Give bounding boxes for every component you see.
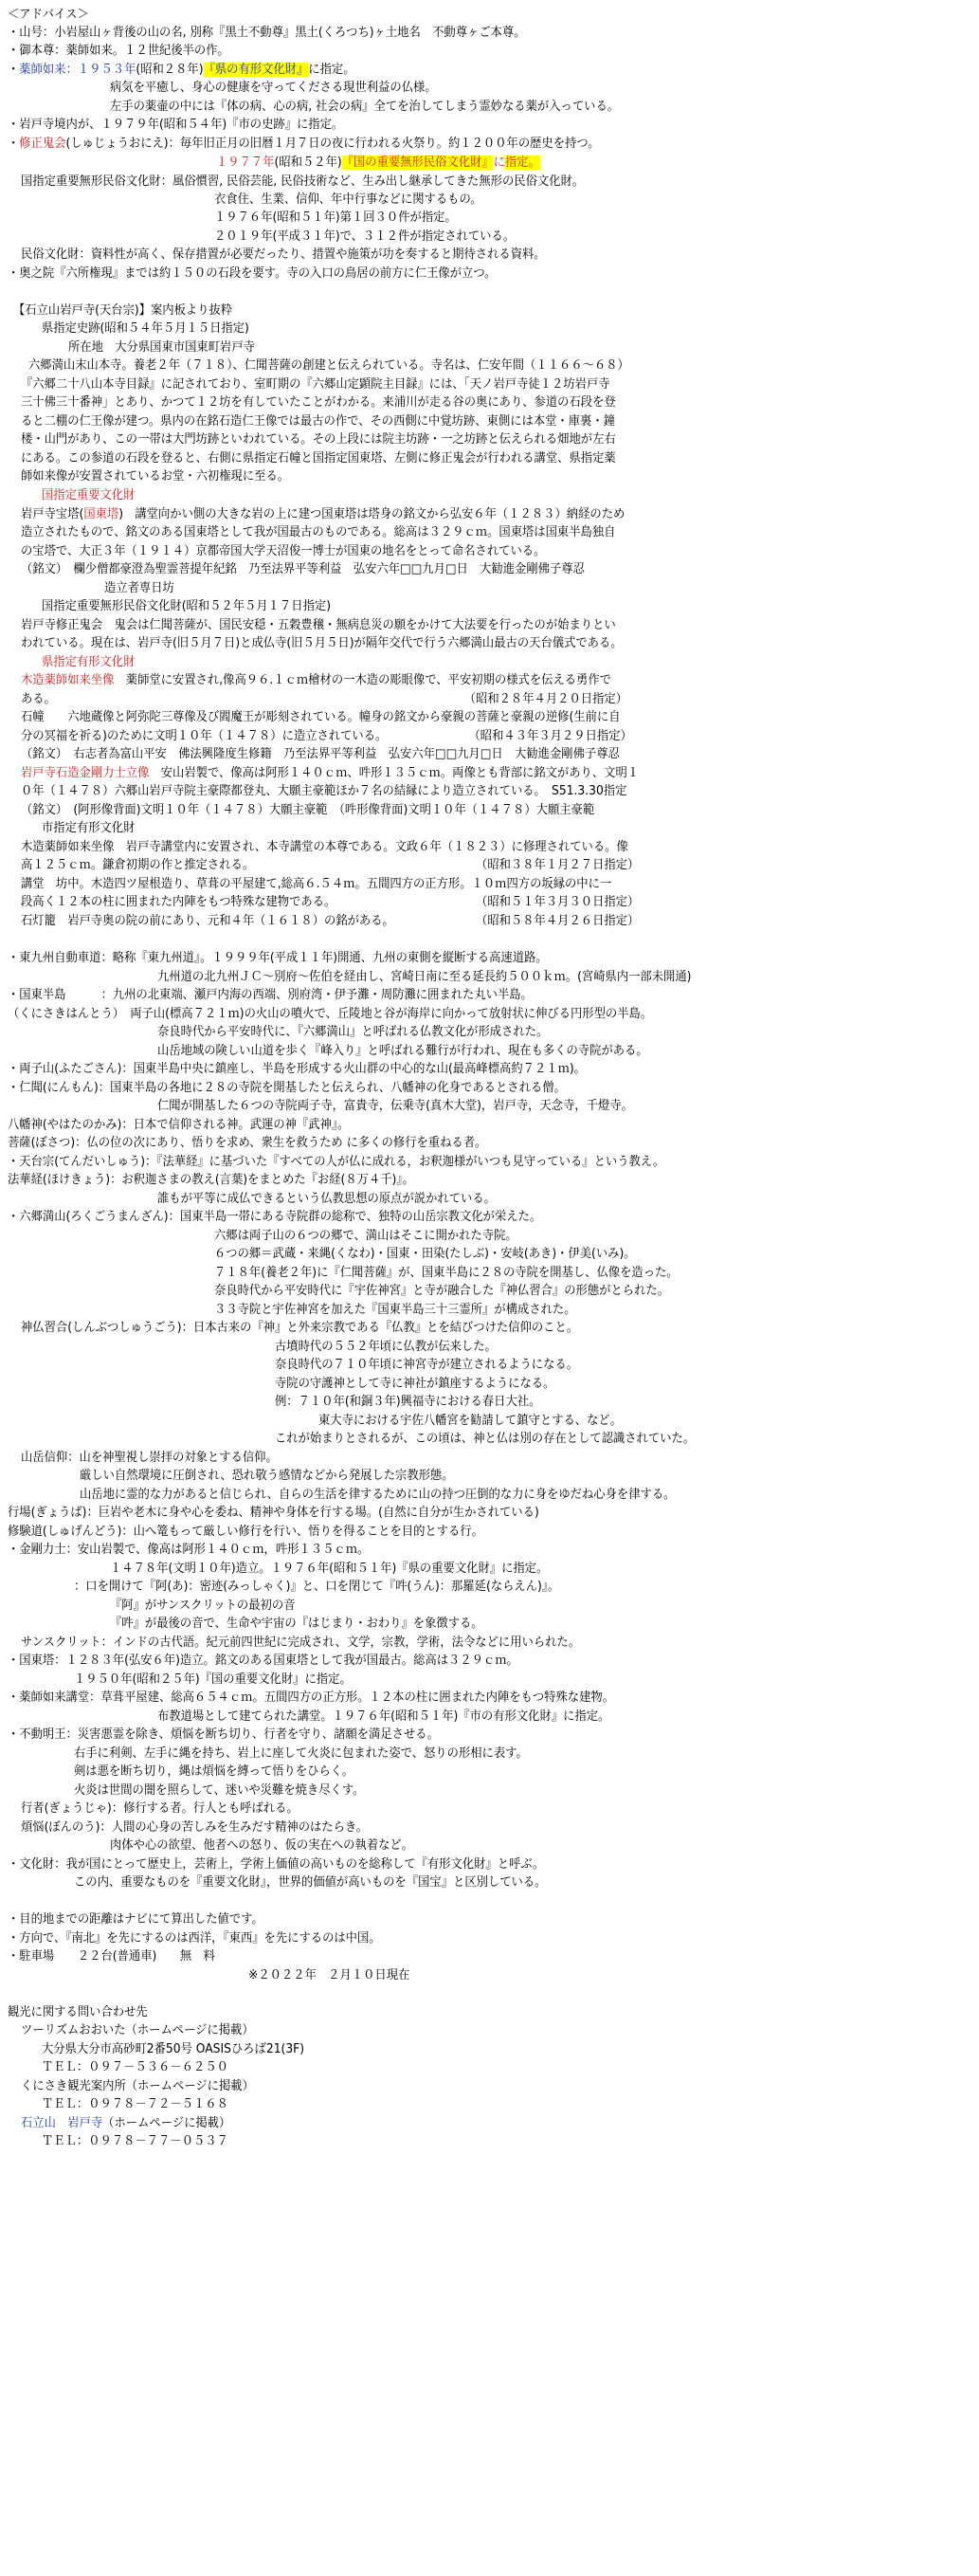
line-segment: に: [493, 155, 506, 170]
document-line: 石灯籠 岩戸寺奥の院の前にあり、元和４年（１６１８）の銘がある。 （昭和５８年４月２６日指定）: [21, 914, 640, 928]
line-segment: 石立山 岩戸寺: [21, 2116, 103, 2130]
document-line: ＴＥＬ：０９７８－７２－５１６８: [42, 2097, 228, 2111]
document-line: 法華経(ほけきょう)：お釈迦さまの教え(言葉)をまとめた『お経(８万４千)』。: [8, 1173, 414, 1187]
document-line: 奈良時代から平安時代に『宇佐神宮』と寺が融合した『神仏習合』の形態がとられた。: [214, 1284, 670, 1298]
document-line: 寺院の守護神として寺に神社が鎮座するようになる。: [275, 1377, 555, 1391]
document-line: １９７６年(昭和５１年)第１回３０件が指定。: [214, 210, 457, 225]
line-segment: 指定。: [505, 155, 540, 170]
document-line: 火炎は世間の闇を照らして、迷いや災難を焼き尽くす。: [74, 1783, 365, 1798]
document-line: 剣は悪を断ち切り，縄は煩悩を縛って悟りをひらく。: [74, 1764, 354, 1779]
document-line: 山岳地に霊的な力があると信じられ、自らの生活を律するために山の持つ圧倒的な力に身をゆだね心身を律する。: [80, 1488, 676, 1502]
document-line: ０年（１４７８）六郷山岩戸寺院主豪際都登丸、大願主豪範ほか７名の結縁により造立されている。 S51.3.30指定: [21, 784, 627, 798]
document-line: ２０１９年(平成３１年)で、３１２件が指定されている。: [214, 229, 516, 244]
document-line: われている。現在は、岩戸寺(旧５月７日)と成仏寺(旧５月５日)が隔年交代で行う六郷満山最古の天台儀式である。: [21, 636, 623, 650]
document-line: ・仁聞(にんもん)：国東半島の各地に２８の寺院を開基したと伝えられ、八幡神の化身であるとされる僧。: [8, 1081, 566, 1095]
document-line: 左手の薬壷の中には『体の病、心の病, 社会の病』全てを治してしまう霊妙なる薬が入っている。: [110, 100, 620, 114]
line-segment: 『県の有形文化財』: [203, 63, 309, 77]
document-line: ツーリズムおおいた（ホームページに掲載）: [21, 2023, 254, 2037]
document-line: 病気を平癒し、身心の健康を守ってくださる現世利益の仏様。: [110, 81, 437, 95]
document-line: 【石立山岩戸寺(天台宗)】案内板より抜粋: [13, 303, 233, 318]
document-line: （銘文） 欄少僧都豪澄為聖霊菩提年紀銘 乃至法界平等利益 弘安六年□□九月□日 大勧進金剛佛子尊忍: [21, 562, 585, 576]
document-line: 行者(ぎょうじゃ)：修行する者。行人とも呼ばれる。: [21, 1801, 299, 1816]
document-line: 高１２５ｃｍ。鎌倉初期の作と推定される。 （昭和３８年１月２７日指定）: [21, 858, 640, 872]
document-line: ・文化財：我が国にとって歴史上，芸術上，学術上価値の高いものを総称して『有形文化財』と呼ぶ。: [8, 1857, 545, 1872]
document-line: ３３寺院と宇佐神宮を加えた『国東半島三十三霊所』が構成された。: [214, 1303, 576, 1317]
document-line: [42, 653, 135, 671]
line-segment: 薬師堂に安置され,像高９６.１ｃｍ檜材の一木造の彫眼像で、平安初期の様式を伝える勇作で: [114, 673, 611, 687]
document-line: ある。 （昭和２８年４月２０日指定）: [21, 692, 628, 706]
document-line: 楼・山門があり、この一帯は大門坊跡といわれている。その上段には院主坊跡・一之坊跡と伝えられる畑地が左右: [21, 432, 616, 447]
document-line: 誰もが平等に成仏できるという仏教思想の原点が説かれている。: [157, 1192, 496, 1206]
line-segment: 国東塔: [83, 507, 119, 521]
document-line: 『阿』がサンスクリットの最初の音: [110, 1599, 296, 1613]
document-line: 分の冥福を祈る)のために文明１０年（１４７８）に造立されている。 （昭和４３年３月２９日指定）: [21, 729, 632, 743]
document-line: 山岳信仰：山を神聖視し崇拝の対象とする信仰。: [21, 1451, 278, 1465]
document-line: 造立者専日坊: [104, 581, 174, 595]
document-line: ・奥之院『六所権現』までは約１５０の石段を要す。寺の入口の鳥居の前方に仁王像が立つ。: [8, 266, 497, 281]
document-line: ・岩戸寺境内が、１９７９年(昭和５４年)『市の史跡』に指定。: [8, 118, 344, 132]
document-line: 厳しい自然環境に圧倒され、恐れ敬う感情などから発展した宗教形態。: [80, 1469, 454, 1483]
document-line: [21, 671, 611, 689]
line-segment: 薬師如来：１９５３年: [19, 63, 136, 77]
document-line: ・六郷満山(ろくごうまんざん)：国東半島一帯にある寺院群の総称で、独特の山岳宗教文化が栄えた。: [8, 1210, 542, 1224]
document-line: ・天台宗(てんだいしゅう)：『法華経』に基づいた『すべての人が仏に成れる，お釈迦様がいつも見守っている』という教え。: [8, 1155, 665, 1169]
document-line: 石幢 六地蔵像と阿弥陀三尊像及び閻魔王が彫刻されている。幢身の銘文から豪親の菩薩と豪親の逆修(生前に自: [21, 710, 621, 724]
document-line: 観光に関する問い合わせ先: [8, 2005, 148, 2019]
line-segment: (昭和２８年): [136, 63, 204, 77]
document-line: 木造薬師如来坐像 岩戸寺講堂内に安置され、本寺講堂の本尊である。文政６年（１８２３）に修理されている。像: [21, 840, 628, 854]
document-line: 講堂 坊中。木造四ツ屋根造り、草葺の平屋建て,総高６.５４ｍ。五間四方の正方形。１０ｍ四方の坂縁の中に一: [21, 877, 612, 891]
line-segment: ・: [8, 63, 20, 77]
document-line: [8, 61, 355, 79]
document-line: ※２０２２年 ２月１０日現在: [248, 1968, 410, 1982]
document-line: [42, 486, 135, 504]
document-line: 衣食住、生業、信仰、年中行事などに関するもの。: [214, 192, 482, 207]
line-segment: (しゅじょうおにえ)：毎年旧正月の旧暦１月７日の夜に行われる火祭り。約１２００年の歴史を持つ。: [65, 137, 600, 151]
document-line: 古墳時代の５５２年頃に仏教が伝来した。: [275, 1340, 497, 1354]
document-line: 九州道の北九州ＪＣ～別府～佐伯を経由し、宮崎日南に至る延長約５００ｋｍ。(宮崎県内一部未開通): [157, 970, 692, 984]
document-line: （くにさきはんとう） 両子山(標高７２１ｍ)の火山の噴火で、丘陵地と谷が海岸に向かって放射状に伸びる円形型の半島。: [8, 1007, 653, 1021]
document-line: 六郷満山末山本寺。養老２年（７１８）、仁聞菩薩の創建と伝えられている。寺名は、仁安年間（１１６６～６８）: [28, 358, 629, 373]
document-line: 例：７１０年(和銅３年)興福寺における春日大社。: [275, 1395, 541, 1409]
document-line: 国指定重要無形民俗文化財：風俗慣習, 民俗芸能, 民俗技術など、生み出し継承してきた無形の民俗文化財。: [21, 174, 585, 189]
line-segment: (昭和５２年): [274, 155, 342, 170]
document-line: の宝塔で、大正３年（１９１４）京都帝国大学天沼俊一博士が国東の地名をとって命名されている。: [21, 544, 546, 558]
document-line: ・東九州自動車道：略称『東九州道』。１９９９年(平成１１年)開通、九州の東側を縦断する高速道路。: [8, 951, 548, 965]
line-segment: （ホームページに掲載）: [102, 2116, 231, 2130]
document-line: ・国東半島 ：九州の北東端、瀬戸内海の西端、別府湾・伊予灘・周防灘に囲まれた丸い半島。: [8, 988, 533, 1002]
document-line: ・金剛力士：安山岩製で、像高は阿形１４０ｃｍ，吽形１３５ｃｍ。: [8, 1543, 370, 1557]
document-line: ると二棚の仁王像が建つ。県内の在銘石造仁王像では最古の作で、その西側に中覚坊跡、東側には本堂・庫裏・鐘: [21, 414, 615, 429]
line-segment: 安山岩製で、像高は阿形１４０ｃｍ、吽形１３５ｃｍ。両像とも背部に銘文があり、文明１: [149, 766, 640, 780]
document-line: 岩戸寺修正鬼会 鬼会は仁聞菩薩が、国民安穏・五穀豊穣・無病息災の願をかけて大法要を行ったのが始まりとい: [21, 618, 616, 632]
document-line: [8, 135, 600, 153]
document-line: ・目的地までの距離はナビにて算出した値です。: [8, 1912, 263, 1927]
document-line: 三十佛三十番神」とあり、かつて１２坊を有していたことがわかる。来浦川が走る谷の奥にあり、参道の石段を登: [21, 395, 616, 410]
document-line: ：口を開けて『阿(あ)：密迹(みっしゃく)』と、口を閉じて『吽(うん)：那羅延(ならえん)』。: [74, 1580, 560, 1594]
document-line: ・不動明王：災害悪霊を除き、煩悩を断ち切り、行者を守り、諸願を満足させる。: [8, 1727, 439, 1742]
line-segment: 『国の重要無形民俗文化財』: [341, 155, 494, 170]
line-segment: 岩戸寺石造金剛力士立像: [21, 766, 150, 780]
document-line: ＴＥＬ：０９７－５３６－６２５０: [42, 2060, 228, 2074]
document-line: ・国東塔：１２８３年(弘安６年)造立。銘文のある国東塔として我が国最古。総高は３２９ｃｍ。: [8, 1653, 518, 1668]
document-line: 段高く１２本の柱に囲まれた内陣をもつ特殊な建物である。 （昭和５１年３月３０日指定）: [21, 895, 640, 909]
document-line: （銘文） 右志者為富山平安 佛法興隆度生修籍 乃至法界平等利益 弘安六年□□九月□日 大勧進金剛佛子尊忍: [21, 747, 620, 761]
document-line: 菩薩(ぼさつ)：仏の位の次にあり、悟りを求め、衆生を救うため に多くの修行を重ねる者。: [8, 1136, 487, 1150]
document-line: 行場(ぎょうば)：巨岩や老木に身や心を委ね、精神や身体を行する場。(自然に自分が生かされている): [8, 1506, 539, 1520]
document-line: 国指定重要無形民俗文化財(昭和５２年５月１７日指定): [42, 599, 332, 613]
document-line: [216, 154, 540, 172]
document-line: [21, 505, 625, 523]
line-segment: ) 講堂向かい側の大きな岩の上に建つ国東塔は塔身の銘文から弘安６年（１２８３）納経のため: [118, 507, 625, 521]
document-line: ・薬師如来講堂：草葺平屋建、総高６５４ｃｍ。五間四方の正方形。１２本の柱に囲まれた内陣をもつ特殊な建物。: [8, 1690, 615, 1705]
document-line: 民俗文化財：資料性が高く、保存措置が必要だったり、措置や施策が功を奏すると期待される資料。: [21, 247, 546, 262]
document-line: 造立されたもので、銘文のある国東塔として我が国最古のものである。総高は３２９ｃｍ。国東塔は国東半島独自: [21, 525, 616, 539]
line-segment: ・: [8, 137, 20, 151]
document-line: サンスクリット：インドの古代語。紀元前四世紀に完成され、文学，宗教，学術，法令などに用いられた。: [21, 1635, 581, 1650]
document-line: この内、重要なものを『重要文化財』，世界的価値が高いものを『国宝』と区別している。: [74, 1875, 547, 1890]
document-line: 右手に利剣、左手に縄を持ち、岩上に座して火炎に包まれた姿で、怒りの形相に表す。: [74, 1746, 528, 1761]
document-line: ・駐車場 ２２台(普通車) 無 料: [8, 1949, 215, 1964]
document-line: 『吽』が最後の音で、生命や宇宙の『はじまり・おわり』を象徴する。: [110, 1617, 483, 1631]
document-line: 神仏習合(しんぶつしゅうごう)：日本古来の『神』と外来宗教である『仏教』とを結びつけた信仰のこと。: [21, 1321, 579, 1335]
document-line: ・御本尊：薬師如来。１２世紀後半の作。: [8, 44, 229, 58]
document-line: ＜アドバイス＞: [8, 8, 89, 22]
document-line: ＴＥＬ：０９７８－７７－０５３７: [42, 2134, 228, 2148]
document-line: 県指定史跡(昭和５４年５月１５日指定): [42, 321, 249, 336]
document-line: 師如来像が安置されているお堂・六初権現に至る。: [21, 469, 290, 484]
document-line: ７１８年(養老２年)に『仁聞菩薩』が、国東半島に２８の寺院を開基し、仏像を造った。: [214, 1266, 679, 1280]
document-line: くにさき観光案内所（ホームページに掲載）: [21, 2079, 254, 2093]
document-line: 煩悩(ぼんのう)：人間の心身の苦しみを生みだす精神のはたらき。: [21, 1820, 369, 1835]
document-line: 八幡神(やはたのかみ)：日本で信仰される神。武運の神『武神』。: [8, 1118, 350, 1132]
document-line: これが始まりとされるが、この頃は、神と仏は別の存在として認識されていた。: [275, 1432, 696, 1446]
line-segment: １９７７年: [216, 155, 275, 170]
document-line: にある。この参道の石段を登ると、右側に県指定石幢と国指定国東塔、左側に修正鬼会が行われる講堂、県指定薬: [21, 451, 616, 466]
document-line: ６つの郷＝武蔵・来縄(くなわ)・国東・田染(たしぶ)・安岐(あき)・伊美(いみ)。: [214, 1247, 636, 1261]
document-line: 修験道(しゅげんどう)：山へ篭もって厳しい修行を行い、悟りを得ることを目的とする行。: [8, 1525, 483, 1539]
document-line: ・方向で、『南北』を先にするのは西洋，『東西』を先にするのは中国。: [8, 1931, 381, 1946]
document-line: 仁聞が開基した６つの寺院両子寺，富貴寺，伝乗寺(真木大堂)，岩戸寺，天念寺，千燈寺。: [157, 1099, 633, 1113]
document-line: 肉体や心の欲望、他者への怒り、仮の実在への執着など。: [110, 1838, 414, 1853]
document-line: 奈良時代の７１０年頃に神宮寺が建立されるようになる。: [275, 1358, 579, 1372]
line-segment: 国指定重要文化財: [42, 488, 136, 502]
document-line: 所在地 大分県国東市国東町岩戸寺: [68, 340, 255, 355]
document-line: 『六郷二十八山本寺目録』に記されており、室町期の『六郷山定顕院主目録』には、「天ノ岩戸寺徒１２坊岩戸寺: [21, 377, 610, 392]
document-line: 布教道場として建てられた講堂。１９７６年(昭和５１年)『市の有形文化財』に指定。: [157, 1709, 610, 1724]
line-segment: に指定。: [308, 63, 355, 77]
document-line: 山岳地域の険しい山道を歩く『峰入り』と呼ばれる難行が行われ、現在も多くの寺院がある。: [157, 1044, 648, 1058]
document-line: ・両子山(ふたごさん)：国東半島中央に鎮座し、半島を形成する火山群の中心的な山(最高峰標高約７２１ｍ)。: [8, 1062, 587, 1076]
document-line: [21, 764, 639, 782]
document-line: 大分県大分市高砂町2番50号 OASISひろば21(3F): [42, 2042, 305, 2056]
line-segment: 修正鬼会: [19, 137, 66, 151]
document-line: 東大寺における宇佐八幡宮を勧請して鎮守とする、など。: [318, 1414, 623, 1428]
line-segment: 県指定有形文化財: [42, 655, 136, 669]
line-segment: 岩戸寺宝塔(: [21, 507, 84, 521]
document-line: １４７８年(文明１０年)造立。１９７６年(昭和５１年)『県の重要文化財』に指定。: [110, 1562, 549, 1576]
line-segment: 木造薬師如来坐像: [21, 673, 115, 687]
document-line: 市指定有形文化財: [42, 821, 136, 835]
document-line: 六郷は両子山の６つの郷で、満山はそこに開かれた寺院。: [214, 1229, 517, 1243]
document-line: [21, 2114, 230, 2132]
document-line: 奈良時代から平安時代に、『六郷満山』と呼ばれる仏教文化が形成された。: [157, 1025, 549, 1039]
document-line: ・山号：小岩屋山ヶ背後の山の名, 別称『黒土不動尊』黒土(くろつち)ヶ土地名 不動尊ヶご本尊。: [8, 26, 526, 40]
document-line: （銘文） (阿形像背面)文明１０年（１４７８）大願主豪範 （吽形像背面)文明１０年（１４７８）大願主豪範: [21, 803, 595, 817]
document-line: １９５０年(昭和２５年)『国の重要文化財』に指定。: [74, 1672, 352, 1687]
